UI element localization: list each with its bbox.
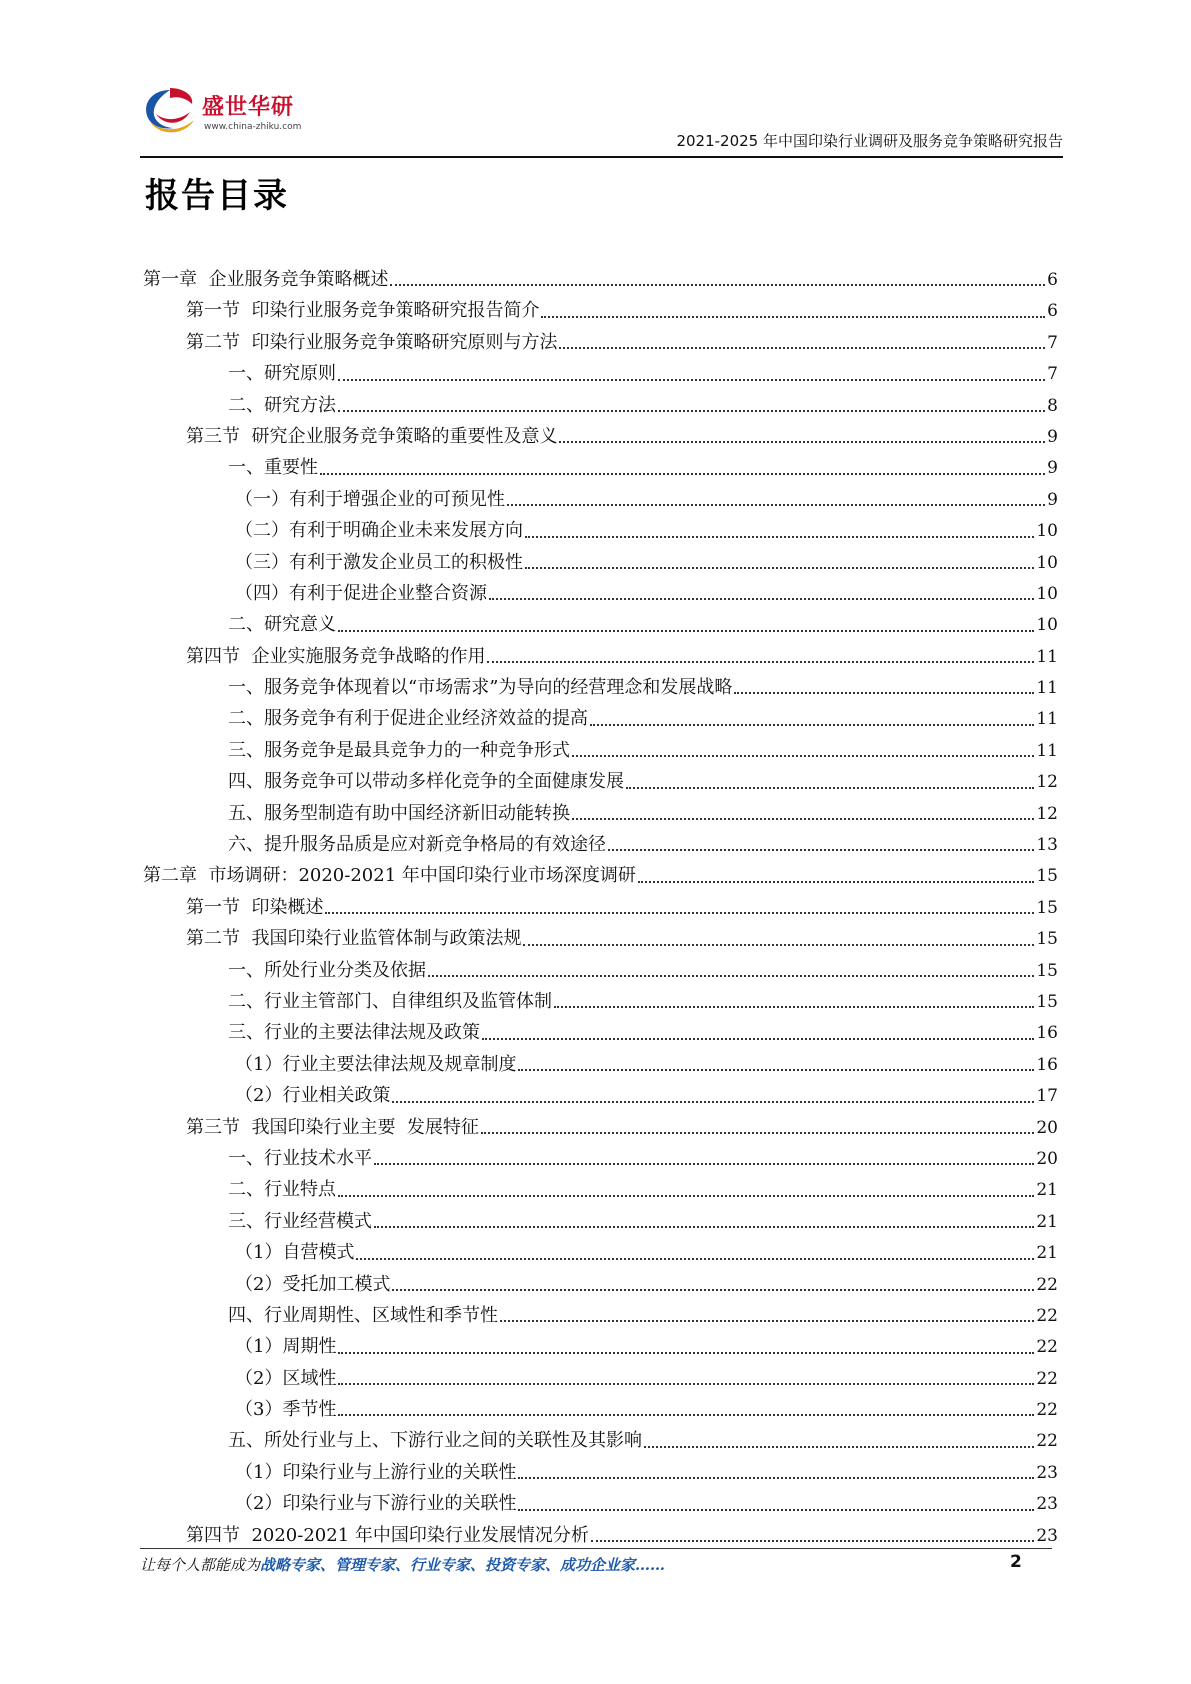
- toc-entry-title: 二、行业主管部门、自律组织及监管体制: [228, 990, 552, 1012]
- toc-entry-title: 第三节 我国印染行业主要 发展特征: [186, 1116, 479, 1138]
- toc-dot-leader: [559, 440, 1045, 443]
- toc-entry[interactable]: [143, 1174, 1058, 1205]
- report-title: 2021-2025 年中国印染行业调研及服务竞争策略研究报告: [676, 132, 1063, 150]
- toc-entry[interactable]: [143, 1331, 1058, 1362]
- toc-entry-page: 22: [1036, 1274, 1058, 1295]
- toc-entry-title: 三、服务竞争是最具竞争力的一种竞争形式: [228, 739, 570, 761]
- toc-entry-title: 一、研究原则: [228, 363, 336, 385]
- toc-dot-leader: [518, 1476, 1034, 1479]
- toc-entry-title: （1）印染行业与上游行业的关联性: [235, 1461, 517, 1483]
- toc-entry-page: 17: [1036, 1086, 1058, 1107]
- logo-emblem-icon: [140, 84, 202, 140]
- toc-dot-leader: [518, 1508, 1034, 1511]
- toc-entry-page: 11: [1036, 646, 1058, 667]
- toc-entry[interactable]: [143, 860, 1058, 891]
- toc-dot-leader: [320, 472, 1045, 475]
- toc-entry[interactable]: [143, 547, 1058, 578]
- toc-entry[interactable]: [143, 1300, 1058, 1331]
- toc-entry[interactable]: [143, 1488, 1058, 1519]
- toc-entry-page: 16: [1036, 1023, 1058, 1044]
- header-divider: [140, 156, 1063, 158]
- toc-entry-page: 6: [1047, 301, 1058, 322]
- toc-entry-page: 9: [1047, 489, 1058, 510]
- toc-entry[interactable]: [143, 766, 1058, 797]
- toc-entry-page: 10: [1036, 615, 1058, 636]
- footer-slogan-prefix: 让每个人都能成为: [140, 1556, 261, 1574]
- toc-heading: 报告目录: [145, 176, 289, 216]
- toc-entry[interactable]: [143, 452, 1058, 483]
- toc-entry[interactable]: [143, 609, 1058, 640]
- toc-entry-page: 22: [1036, 1431, 1058, 1452]
- toc-entry-title: 二、服务竞争有利于促进企业经济效益的提高: [228, 708, 588, 730]
- toc-dot-leader: [734, 691, 1034, 694]
- toc-dot-leader: [608, 848, 1034, 851]
- toc-entry[interactable]: [143, 735, 1058, 766]
- toc-dot-leader: [325, 911, 1034, 914]
- toc-entry[interactable]: [143, 358, 1058, 389]
- toc-entry[interactable]: [143, 1017, 1058, 1048]
- toc-entry-page: 7: [1047, 364, 1058, 385]
- toc-entry-title: （一）有利于增强企业的可预见性: [235, 488, 505, 510]
- toc-entry-title: 四、行业周期性、区域性和季节性: [228, 1304, 498, 1326]
- toc-entry-title: （3）季节性: [235, 1399, 337, 1421]
- toc-entry-page: 20: [1036, 1117, 1058, 1138]
- toc-entry-page: 8: [1047, 395, 1058, 416]
- toc-dot-leader: [489, 597, 1034, 600]
- toc-dot-leader: [338, 1413, 1034, 1416]
- toc-entry-title: 第二节 我国印染行业监管体制与政策法规: [186, 928, 522, 950]
- toc-dot-leader: [338, 629, 1034, 632]
- toc-entry-page: 9: [1047, 458, 1058, 479]
- toc-dot-leader: [338, 378, 1045, 381]
- toc-entry-page: 20: [1036, 1148, 1058, 1169]
- toc-dot-leader: [626, 786, 1034, 789]
- toc-entry[interactable]: [143, 1049, 1058, 1080]
- toc-entry[interactable]: [143, 390, 1058, 421]
- logo-url: www.china-zhiku.com: [204, 122, 302, 132]
- toc-dot-leader: [428, 974, 1034, 977]
- page-number: 2: [1010, 1552, 1022, 1572]
- toc-entry[interactable]: [143, 1363, 1058, 1394]
- table-of-contents: [143, 264, 1058, 1551]
- toc-dot-leader: [525, 535, 1034, 538]
- toc-entry-title: 五、服务型制造有助中国经济新旧动能转换: [228, 802, 570, 824]
- toc-entry-page: 12: [1036, 772, 1058, 793]
- toc-entry-title: （2）区域性: [235, 1367, 337, 1389]
- toc-entry-page: 21: [1036, 1243, 1058, 1264]
- toc-entry-title: （2）行业相关政策: [235, 1085, 391, 1107]
- toc-entry-title: （1）周期性: [235, 1336, 337, 1358]
- toc-entry[interactable]: [143, 515, 1058, 546]
- toc-entry-page: 23: [1036, 1462, 1058, 1483]
- toc-entry[interactable]: [143, 484, 1058, 515]
- toc-entry-page: 10: [1036, 521, 1058, 542]
- logo-name: 盛世华研: [202, 95, 295, 120]
- toc-entry[interactable]: [143, 923, 1058, 954]
- toc-entry-title: （2）受托加工模式: [235, 1273, 391, 1295]
- toc-entry-title: 一、重要性: [228, 457, 318, 479]
- footer-slogan-highlight: 战略专家、管理专家、行业专家、投资专家、成功企业家……: [260, 1556, 666, 1574]
- toc-entry[interactable]: [143, 1520, 1058, 1551]
- toc-dot-leader: [338, 409, 1045, 412]
- toc-dot-leader: [590, 723, 1034, 726]
- toc-dot-leader: [390, 283, 1045, 286]
- toc-dot-leader: [338, 1351, 1034, 1354]
- toc-dot-leader: [338, 1194, 1034, 1197]
- toc-dot-leader: [392, 1100, 1034, 1103]
- toc-dot-leader: [481, 1131, 1034, 1134]
- toc-entry-page: 15: [1036, 897, 1058, 918]
- toc-entry[interactable]: [143, 798, 1058, 829]
- toc-entry-title: 四、服务竞争可以带动多样化竞争的全面健康发展: [228, 771, 624, 793]
- toc-entry-page: 15: [1036, 960, 1058, 981]
- toc-entry-page: 16: [1036, 1054, 1058, 1075]
- footer-slogan: [140, 1554, 665, 1575]
- toc-dot-leader: [559, 346, 1045, 349]
- toc-entry-page: 11: [1036, 678, 1058, 699]
- toc-dot-leader: [338, 1382, 1034, 1385]
- toc-entry-page: 12: [1036, 803, 1058, 824]
- toc-dot-leader: [591, 1539, 1034, 1542]
- toc-dot-leader: [572, 817, 1034, 820]
- toc-entry-title: 二、研究方法: [228, 394, 336, 416]
- toc-entry-title: 第四节 企业实施服务竞争战略的作用: [186, 645, 486, 667]
- toc-entry[interactable]: [143, 1425, 1058, 1456]
- toc-entry-page: 22: [1036, 1337, 1058, 1358]
- toc-entry-title: （1）行业主要法律法规及规章制度: [235, 1053, 517, 1075]
- toc-entry[interactable]: [143, 641, 1058, 672]
- toc-entry-page: 11: [1036, 709, 1058, 730]
- toc-dot-leader: [482, 1037, 1034, 1040]
- toc-entry[interactable]: [143, 1237, 1058, 1268]
- company-logo: [140, 84, 310, 144]
- toc-dot-leader: [374, 1162, 1034, 1165]
- toc-entry-title: 二、行业特点: [228, 1179, 336, 1201]
- toc-entry-page: 22: [1036, 1400, 1058, 1421]
- toc-entry[interactable]: [143, 264, 1058, 295]
- toc-entry-page: 6: [1047, 270, 1058, 290]
- toc-dot-leader: [523, 943, 1034, 946]
- toc-dot-leader: [392, 1288, 1034, 1291]
- toc-entry-title: 第四节 2020-2021 年中国印染行业发展情况分析: [186, 1524, 589, 1546]
- toc-entry[interactable]: [143, 1112, 1058, 1143]
- toc-entry-title: （1）自营模式: [235, 1242, 355, 1264]
- toc-entry-page: 15: [1036, 866, 1058, 887]
- toc-entry-title: （四）有利于促进企业整合资源: [235, 582, 487, 604]
- toc-entry[interactable]: [143, 327, 1058, 358]
- toc-entry-page: 7: [1047, 332, 1058, 353]
- toc-dot-leader: [500, 1319, 1034, 1322]
- toc-entry-page: 13: [1036, 835, 1058, 856]
- toc-entry-page: 10: [1036, 583, 1058, 604]
- toc-dot-leader: [541, 315, 1045, 318]
- toc-entry-title: 第二章 市场调研：2020-2021 年中国印染行业市场深度调研: [143, 865, 636, 887]
- toc-entry-title: 第一节 印染概述: [186, 896, 324, 918]
- toc-dot-leader: [356, 1257, 1034, 1260]
- toc-entry-title: （二）有利于明确企业未来发展方向: [235, 520, 523, 542]
- toc-entry-page: 10: [1036, 552, 1058, 573]
- toc-entry[interactable]: [143, 672, 1058, 703]
- toc-entry[interactable]: [143, 295, 1058, 326]
- toc-entry-title: 三、行业的主要法律法规及政策: [228, 1022, 480, 1044]
- toc-entry-title: （2）印染行业与下游行业的关联性: [235, 1493, 517, 1515]
- toc-dot-leader: [487, 660, 1034, 663]
- toc-entry-title: 二、研究意义: [228, 614, 336, 636]
- toc-entry-title: 第二节 印染行业服务竞争策略研究原则与方法: [186, 331, 558, 353]
- toc-dot-leader: [374, 1225, 1034, 1228]
- toc-entry[interactable]: [143, 421, 1058, 452]
- toc-entry-page: 22: [1036, 1368, 1058, 1389]
- toc-entry-title: 五、所处行业与上、下游行业之间的关联性及其影响: [228, 1430, 642, 1452]
- toc-entry-page: 21: [1036, 1211, 1058, 1232]
- toc-entry-page: 15: [1036, 991, 1058, 1012]
- toc-entry-page: 23: [1036, 1494, 1058, 1515]
- toc-entry[interactable]: [143, 1080, 1058, 1111]
- toc-dot-leader: [644, 1445, 1034, 1448]
- toc-entry-page: 23: [1036, 1525, 1058, 1546]
- toc-entry-title: 第三节 研究企业服务竞争策略的重要性及意义: [186, 425, 558, 447]
- toc-entry-title: （三）有利于激发企业员工的积极性: [235, 551, 523, 573]
- toc-entry[interactable]: [143, 1457, 1058, 1488]
- toc-entry-page: 22: [1036, 1305, 1058, 1326]
- toc-entry-title: 第一节 印染行业服务竞争策略研究报告简介: [186, 300, 540, 322]
- toc-entry[interactable]: [143, 955, 1058, 986]
- toc-entry-title: 一、所处行业分类及依据: [228, 959, 426, 981]
- toc-entry[interactable]: [143, 986, 1058, 1017]
- toc-entry[interactable]: [143, 1269, 1058, 1300]
- page-header: [0, 0, 1191, 160]
- toc-entry-page: 21: [1036, 1180, 1058, 1201]
- toc-entry-title: 一、行业技术水平: [228, 1147, 372, 1169]
- toc-entry-page: 9: [1047, 426, 1058, 447]
- toc-entry-title: 一、服务竞争体现着以“市场需求”为导向的经营理念和发展战略: [228, 677, 733, 699]
- toc-dot-leader: [518, 1068, 1034, 1071]
- toc-entry-page: 11: [1036, 740, 1058, 761]
- toc-dot-leader: [554, 1005, 1034, 1008]
- toc-dot-leader: [507, 503, 1045, 506]
- footer-divider: [140, 1548, 1052, 1549]
- toc-entry-title: 三、行业经营模式: [228, 1210, 372, 1232]
- toc-entry[interactable]: [143, 829, 1058, 860]
- toc-entry[interactable]: [143, 703, 1058, 734]
- toc-entry[interactable]: [143, 1206, 1058, 1237]
- toc-entry[interactable]: [143, 892, 1058, 923]
- toc-dot-leader: [638, 880, 1034, 883]
- toc-entry-page: 15: [1036, 929, 1058, 950]
- toc-dot-leader: [572, 754, 1034, 757]
- toc-entry-title: 六、提升服务品质是应对新竞争格局的有效途径: [228, 834, 606, 856]
- toc-entry[interactable]: [143, 1394, 1058, 1425]
- toc-dot-leader: [525, 566, 1034, 569]
- toc-entry-title: 第一章 企业服务竞争策略概述: [143, 269, 389, 290]
- toc-entry[interactable]: [143, 1143, 1058, 1174]
- toc-entry[interactable]: [143, 578, 1058, 609]
